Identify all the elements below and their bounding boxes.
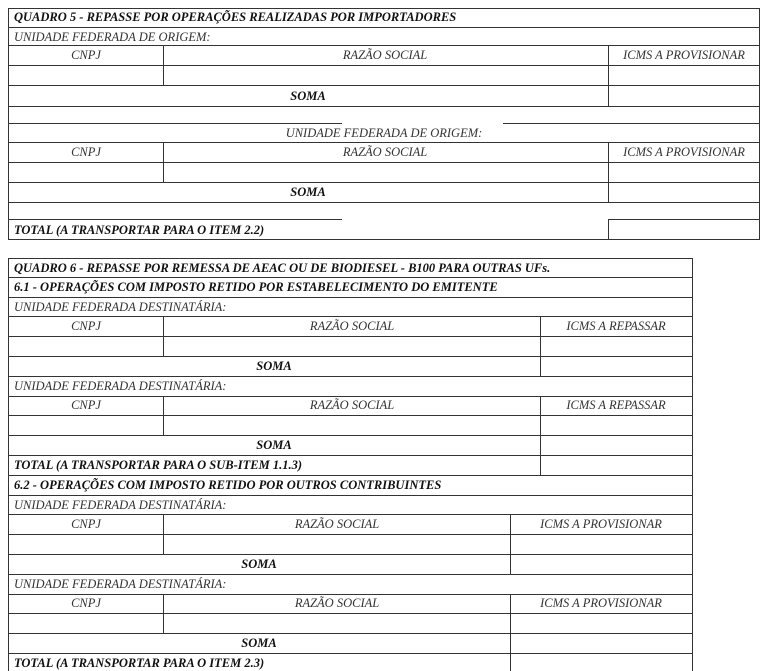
- quadro5-col-cnpj-1: CNPJ: [71, 48, 101, 62]
- quadro6-sec1-icms-cell-1[interactable]: [541, 337, 692, 355]
- quadro5-uf-label-1: UNIDADE FEDERADA DE ORIGEM:: [14, 30, 211, 44]
- quadro6-sec2-uf-label-1: UNIDADE FEDERADA DESTINATÁRIA:: [14, 498, 227, 512]
- quadro6-sec1-uf-label-1: UNIDADE FEDERADA DESTINATÁRIA:: [14, 300, 227, 314]
- quadro6-sec2-soma-2: SOMA: [241, 636, 277, 650]
- quadro6-sec1-col-cnpj-2: CNPJ: [71, 398, 101, 412]
- quadro5-soma-value-1[interactable]: [609, 86, 759, 105]
- quadro6-sec1-title: 6.1 - OPERAÇÕES COM IMPOSTO RETIDO POR ESTABELECIMENTO DO EMITENTE: [14, 280, 498, 294]
- quadro6-sec1-icms-cell-2[interactable]: [541, 416, 692, 434]
- quadro6-sec2-icms-cell-1[interactable]: [511, 535, 692, 553]
- quadro5-col-razao-2: RAZÃO SOCIAL: [342, 145, 428, 159]
- quadro6-sec2-total: TOTAL (A TRANSPORTAR PARA O ITEM 2.3): [14, 656, 265, 670]
- quadro6-sec1-col-icms-1: ICMS A REPASSAR: [566, 319, 666, 333]
- quadro6-sec1-soma-value-1[interactable]: [541, 357, 692, 375]
- quadro6-sec1-col-icms-2: ICMS A REPASSAR: [566, 398, 666, 412]
- quadro6-sec2-icms-cell-2[interactable]: [511, 614, 692, 632]
- quadro6-sec2-col-icms-2: ICMS A PROVISIONAR: [540, 596, 662, 610]
- quadro5-soma-2: SOMA: [290, 185, 326, 199]
- quadro6-sec2-soma-1: SOMA: [241, 557, 277, 571]
- quadro5-total-value[interactable]: [609, 220, 759, 239]
- quadro6-title: QUADRO 6 - REPASSE POR REMESSA DE AEAC OU DE BIODIESEL - B100 PARA OUTRAS UFs.: [14, 261, 551, 275]
- quadro6-sec1-col-razao-2: RAZÃO SOCIAL: [309, 398, 395, 412]
- quadro6-sec1-total: TOTAL (A TRANSPORTAR PARA O SUB-ITEM 1.1.3): [14, 458, 303, 472]
- quadro5-cnpj-cell-2[interactable]: [9, 163, 163, 181]
- quadro6-sec2-total-value[interactable]: [511, 654, 692, 671]
- quadro6-sec1-cnpj-cell-1[interactable]: [9, 337, 163, 355]
- quadro5-razao-cell-2[interactable]: [164, 163, 607, 181]
- quadro5-col-icms-1: ICMS A PROVISIONAR: [623, 48, 745, 62]
- quadro6-sec1-soma-1: SOMA: [256, 359, 292, 373]
- quadro6-sec2-razao-cell-2[interactable]: [164, 614, 509, 632]
- quadro5-cnpj-cell-1[interactable]: [9, 66, 163, 84]
- quadro5-col-icms-2: ICMS A PROVISIONAR: [623, 145, 745, 159]
- quadro5-col-razao-1: RAZÃO SOCIAL: [342, 48, 428, 62]
- quadro6-sec1-uf-label-2: UNIDADE FEDERADA DESTINATÁRIA:: [14, 379, 227, 393]
- quadro6-sec1-col-razao-1: RAZÃO SOCIAL: [309, 319, 395, 333]
- quadro5-soma-1: SOMA: [290, 89, 326, 103]
- quadro6-sec2-cnpj-cell-1[interactable]: [9, 535, 163, 553]
- quadro6-sec1-razao-cell-2[interactable]: [164, 416, 539, 434]
- quadro5-uf-label-2: UNIDADE FEDERADA DE ORIGEM:: [285, 126, 483, 140]
- quadro6-sec2-col-cnpj-1: CNPJ: [71, 517, 101, 531]
- quadro6-sec2-col-icms-1: ICMS A PROVISIONAR: [540, 517, 662, 531]
- quadro6-sec2-title: 6.2 - OPERAÇÕES COM IMPOSTO RETIDO POR OUTROS CONTRIBUINTES: [14, 478, 442, 492]
- quadro6-sec2-soma-value-1[interactable]: [511, 555, 692, 573]
- quadro6-sec2-col-razao-2: RAZÃO SOCIAL: [294, 596, 380, 610]
- quadro5-col-cnpj-2: CNPJ: [71, 145, 101, 159]
- quadro6-sec1-total-value[interactable]: [541, 456, 692, 474]
- quadro6-sec1-soma-value-2[interactable]: [541, 436, 692, 454]
- quadro6-sec2-cnpj-cell-2[interactable]: [9, 614, 163, 632]
- quadro6-sec1-soma-2: SOMA: [256, 438, 292, 452]
- quadro5-soma-value-2[interactable]: [609, 183, 759, 201]
- quadro6-sec2-uf-label-2: UNIDADE FEDERADA DESTINATÁRIA:: [14, 577, 227, 591]
- quadro5-icms-cell-2[interactable]: [609, 163, 759, 181]
- quadro6-sec2-col-razao-1: RAZÃO SOCIAL: [294, 517, 380, 531]
- quadro6-sec2-soma-value-2[interactable]: [511, 634, 692, 652]
- quadro6-sec1-cnpj-cell-2[interactable]: [9, 416, 163, 434]
- quadro5-title: QUADRO 5 - REPASSE POR OPERAÇÕES REALIZADAS POR IMPORTADORES: [14, 10, 457, 24]
- quadro5-icms-cell-1[interactable]: [609, 66, 759, 84]
- quadro6-sec2-razao-cell-1[interactable]: [164, 535, 509, 553]
- quadro5-razao-cell-1[interactable]: [164, 66, 607, 84]
- quadro6-sec1-razao-cell-1[interactable]: [164, 337, 539, 355]
- quadro6-sec1-col-cnpj-1: CNPJ: [71, 319, 101, 333]
- quadro5-total: TOTAL (A TRANSPORTAR PARA O ITEM 2.2): [14, 223, 265, 237]
- quadro6-sec2-col-cnpj-2: CNPJ: [71, 596, 101, 610]
